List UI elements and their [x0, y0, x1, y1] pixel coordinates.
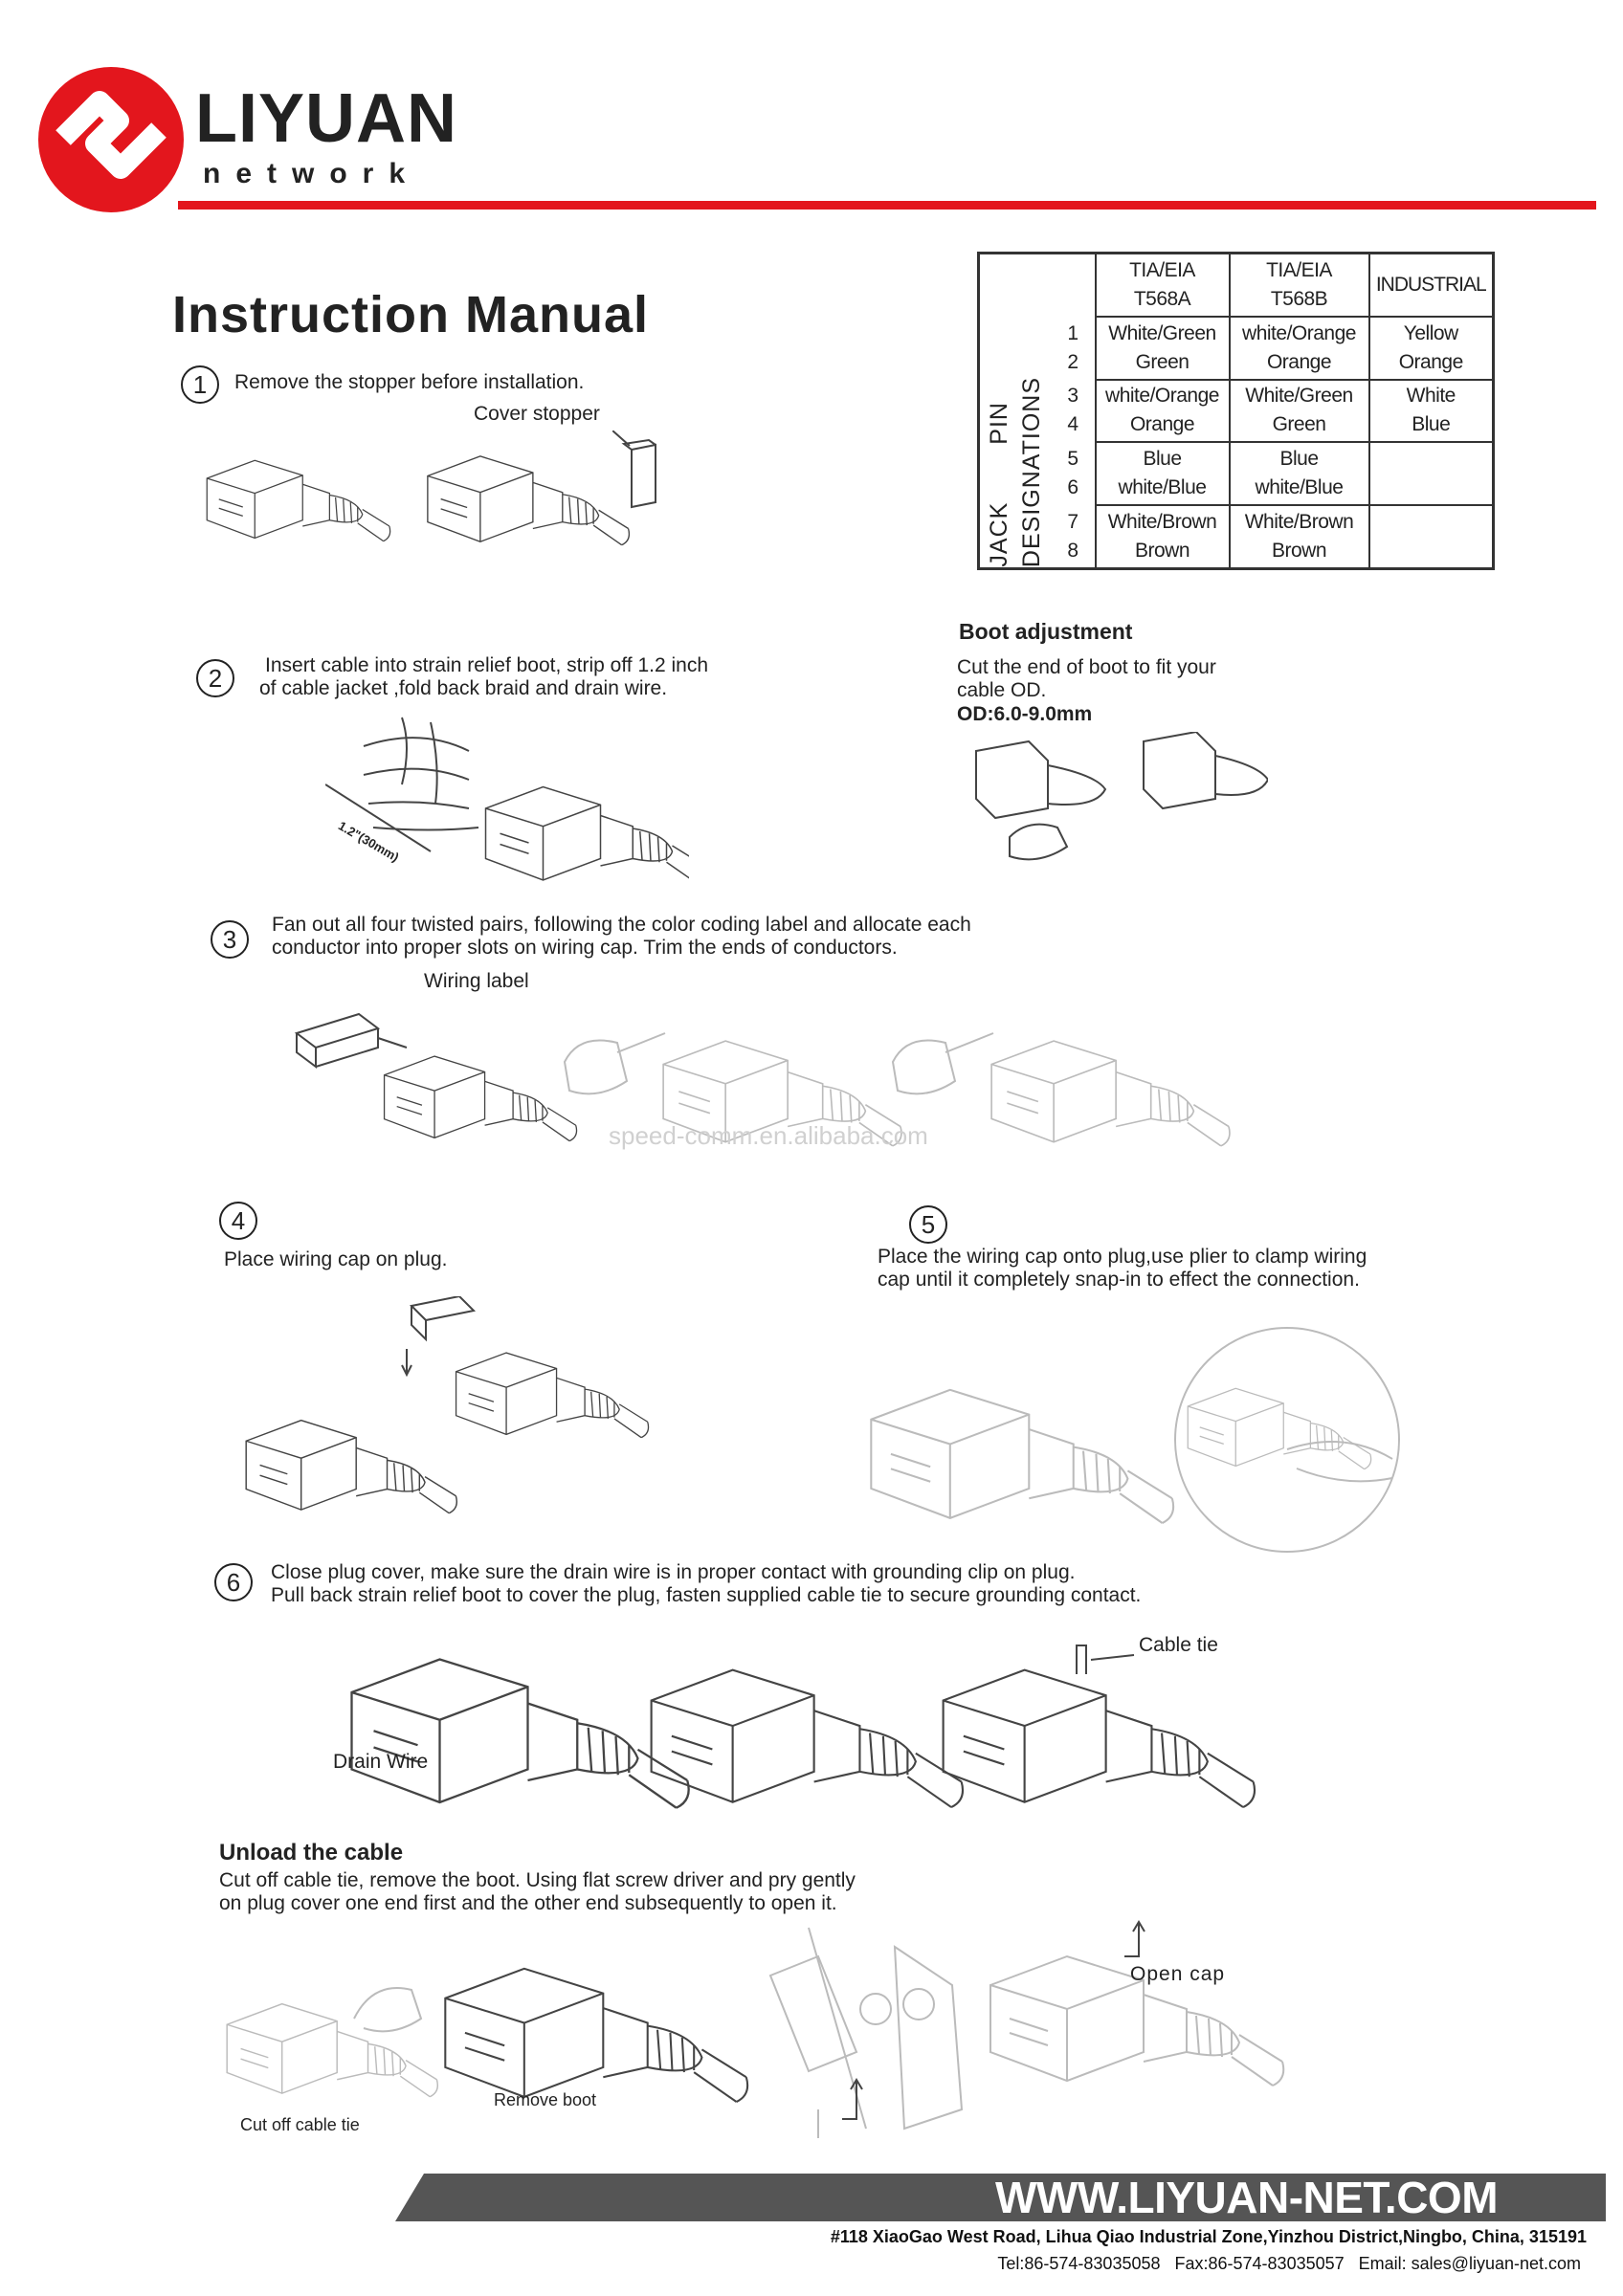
step-5-number: 5 [909, 1205, 947, 1244]
step-4-number: 4 [219, 1202, 257, 1240]
remove-boot-label: Remove boot [494, 2090, 597, 2109]
step-3-illustration-1 [292, 995, 579, 1186]
jack-pin-label-column [985, 402, 1013, 567]
step-2-illustration [325, 708, 689, 909]
brand-name: LIYUAN [195, 80, 457, 157]
step-1-text: Remove the stopper before installation. [234, 371, 585, 393]
step-5-text-line-2: cap until it completely snap-in to effect the connection. [878, 1269, 1360, 1291]
cut-off-cable-tie-label: Cut off cable tie [240, 2115, 360, 2134]
drain-wire-label: Drain Wire [333, 1751, 429, 1773]
cover-stopper-label: Cover stopper [474, 403, 600, 425]
page-title: Instruction Manual [172, 286, 650, 343]
table-side-label [979, 254, 1052, 569]
footer-contact: Tel:86-574-83035058 Fax:86-574-83035057 Email: sales@liyuan-net.com [997, 2254, 1581, 2273]
step-6-text-line-1: Close plug cover, make sure the drain wire is in proper contact with grounding clip on plug. [271, 1561, 1076, 1583]
unload-text-line-2: on plug cover one end first and the other end subsequently to open it. [219, 1892, 837, 1914]
wiring-label-callout: Wiring label [424, 970, 529, 992]
step-3-illustration-2 [560, 995, 904, 1186]
step-2-text-line-2: of cable jacket ,fold back braid and drain wire. [259, 677, 668, 699]
unload-text-line-1: Cut off cable tie, remove the boot. Using flat screw driver and pry gently [219, 1869, 856, 1891]
boot-adjustment-illustration [971, 732, 1268, 875]
cover-stopper-icon [612, 430, 670, 517]
step-5-text-line-1: Place the wiring cap onto plug,use plier to clamp wiring [878, 1246, 1367, 1268]
step-3-text-line-2: conductor into proper slots on wiring cap. Trim the ends of conductors. [272, 937, 898, 959]
step-5-illustration [861, 1330, 1177, 1569]
unload-illustration-2 [435, 1932, 751, 2143]
step-6-text-line-2: Pull back strain relief boot to cover the plug, fasten supplied cable tie to secure grounding contact. [271, 1584, 1142, 1606]
open-cap-label: Open cap [1130, 1963, 1226, 1985]
table-row: 1 2 White/Green Green white/Orange Orange Yellow Orange [979, 317, 1494, 380]
cable-tie-label: Cable tie [1139, 1634, 1218, 1656]
header-rule [178, 201, 1596, 210]
boot-text-line-1: Cut the end of boot to fit your [957, 656, 1216, 678]
step-2-text-line-1: Insert cable into strain relief boot, strip off 1.2 inch [265, 654, 709, 676]
boot-adjustment-title: Boot adjustment [959, 619, 1133, 644]
jack-label: JACK [986, 502, 1013, 567]
header-industrial: INDUSTRIAL [1369, 254, 1494, 317]
table-row: 3 4 white/Orange Orange White/Green Green White Blue [979, 380, 1494, 443]
step-2-number: 2 [196, 659, 234, 697]
designations-label: DESIGNATIONS [1018, 376, 1046, 567]
step-5-detail-illustration [1172, 1325, 1402, 1555]
pin-designation-table [977, 252, 1495, 570]
step-6-illustration-2 [641, 1636, 967, 1846]
unload-title: Unload the cable [219, 1840, 404, 1866]
unload-illustration-3 [761, 1918, 971, 2138]
table-row: 5 6 Blue white/Blue Blue white/Blue [979, 442, 1494, 505]
boot-od-range: OD:6.0-9.0mm [957, 703, 1093, 725]
unload-illustration-1 [220, 1961, 440, 2133]
step-3-text-line-1: Fan out all four twisted pairs, following the color coding label and allocate each [272, 914, 971, 936]
step-1-number: 1 [181, 365, 219, 404]
open-arrow-icon [1120, 1918, 1148, 1960]
logo-mark-icon [34, 63, 188, 216]
strip-length-label: 1.2"(30mm) [335, 818, 402, 865]
table-row: 7 8 White/Brown Brown White/Brown Brown [979, 505, 1494, 568]
header-t568b: TIA/EIA T568B [1230, 254, 1369, 317]
brand-sub: network [203, 158, 421, 189]
step-3-illustration-3 [888, 995, 1233, 1186]
pin-label: PIN [986, 402, 1013, 446]
step-6-illustration-3 [933, 1636, 1258, 1846]
watermark: speed-comm.en.alibaba.com [609, 1121, 928, 1150]
step-1-illustration [201, 430, 660, 593]
step-4-text: Place wiring cap on plug. [224, 1248, 448, 1270]
step-3-number: 3 [211, 920, 249, 959]
step-4-illustration [239, 1296, 651, 1564]
pry-arrow-icon [837, 2076, 866, 2124]
footer-address: #118 XiaoGao West Road, Lihua Qiao Industrial Zone,Yinzhou District,Ningbo, China, 315191 [830, 2227, 1587, 2246]
boot-text-line-2: cable OD. [957, 679, 1047, 701]
header-t568a: TIA/EIA T568A [1096, 254, 1230, 317]
footer-url: WWW.LIYUAN-NET.COM [995, 2173, 1499, 2222]
brand-logo [34, 63, 188, 221]
step-6-number: 6 [214, 1563, 253, 1601]
